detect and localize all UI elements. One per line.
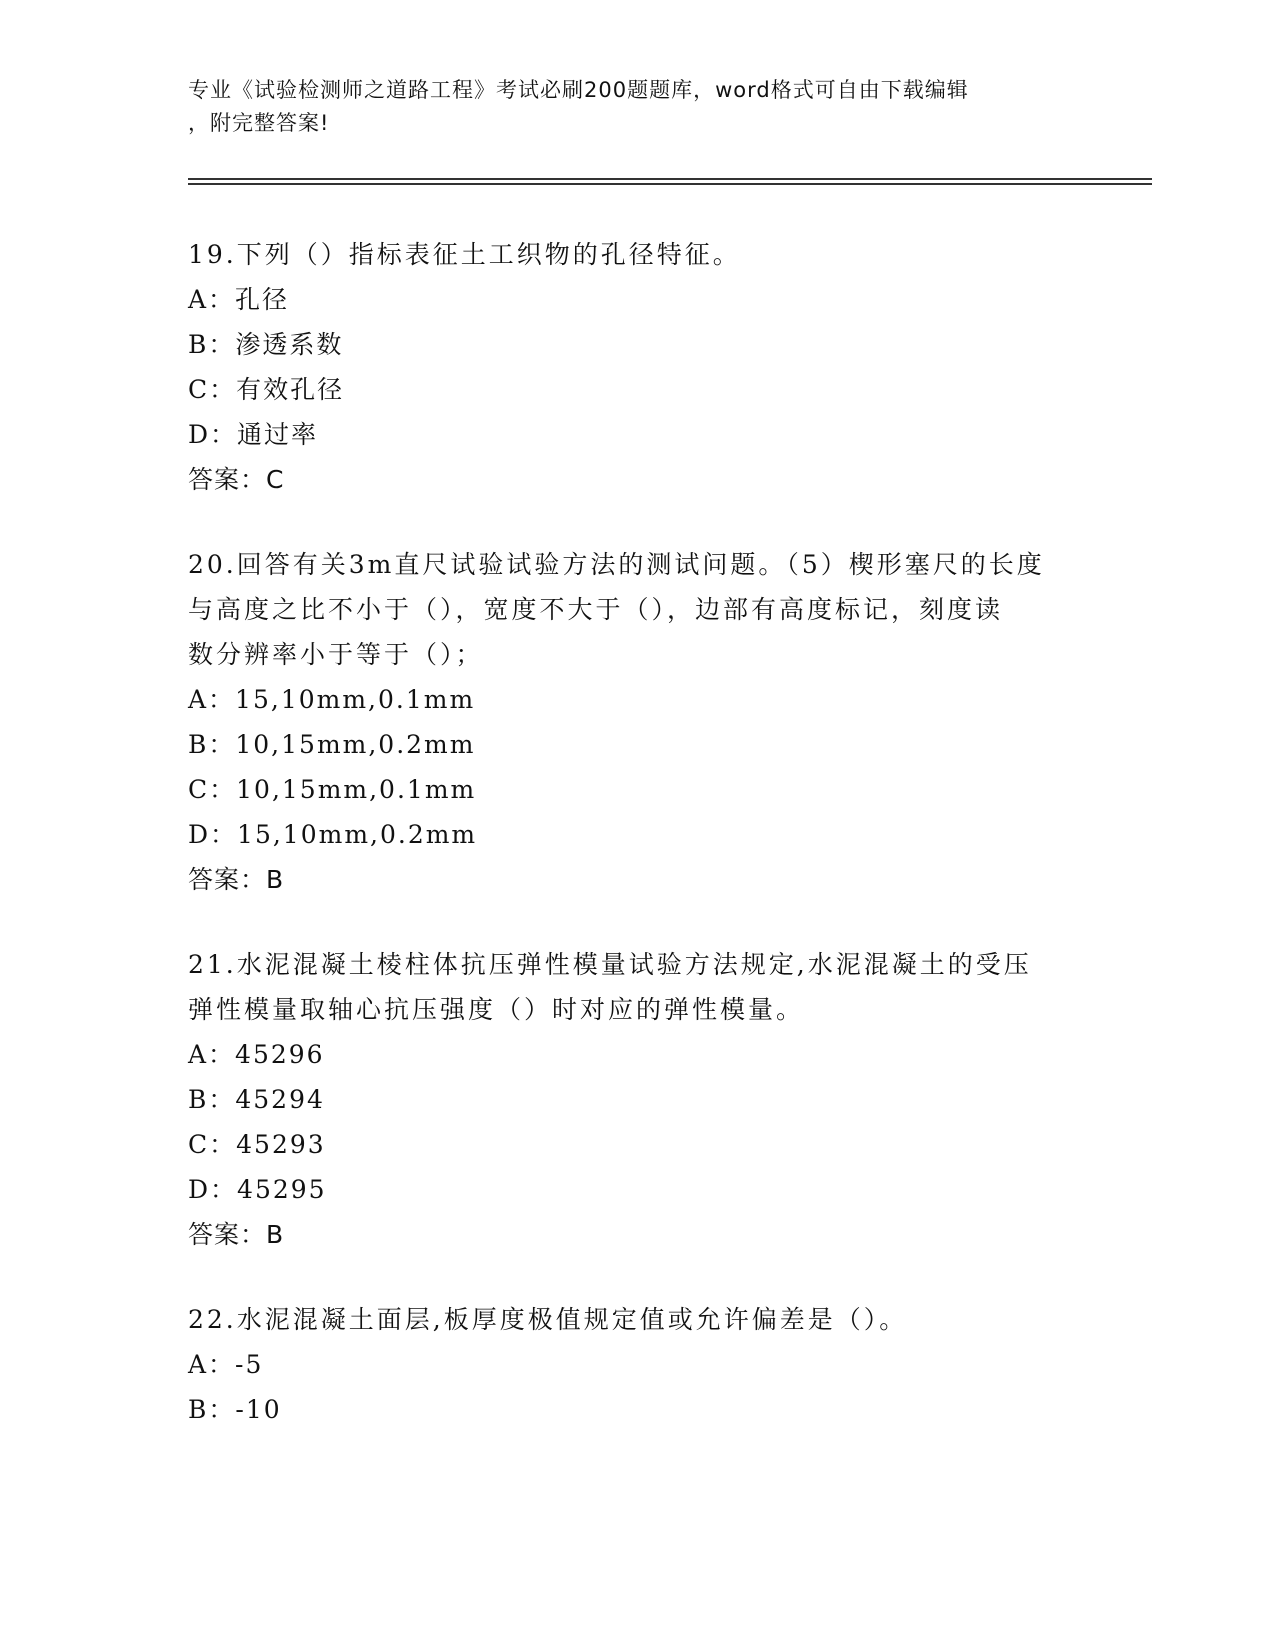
question-stem: 弹性模量取轴心抗压强度（）时对应的弹性模量。 xyxy=(188,995,805,1024)
option-b: B：10,15mm,0.2mm xyxy=(188,730,476,759)
option-a: A：-5 xyxy=(188,1350,264,1379)
header-line-1: 专业《试验检测师之道路工程》考试必刷200题题库，word格式可自由下载编辑 xyxy=(188,78,969,102)
answer: 答案：B xyxy=(188,1220,285,1249)
question-stem: 19.下列（）指标表征土工织物的孔径特征。 xyxy=(188,240,741,269)
option-d: D：15,10mm,0.2mm xyxy=(188,820,478,849)
question-stem: 21.水泥混凝土棱柱体抗压弹性模量试验方法规定,水泥混凝土的受压 xyxy=(188,950,1032,979)
option-a: A：45296 xyxy=(188,1040,325,1069)
option-b: B：45294 xyxy=(188,1085,325,1114)
option-a: A：15,10mm,0.1mm xyxy=(188,685,476,714)
option-a: A：孔径 xyxy=(188,285,290,314)
question-stem: 22.水泥混凝土面层,板厚度极值规定值或允许偏差是（）。 xyxy=(188,1305,908,1334)
document-header xyxy=(188,74,1068,140)
question-stem: 20.回答有关3m直尺试验试验方法的测试问题。（5）楔形塞尺的长度 xyxy=(188,550,1045,579)
question-22 xyxy=(188,1297,1088,1432)
question-20 xyxy=(188,542,1088,902)
option-d: D：通过率 xyxy=(188,420,319,449)
option-c: C：有效孔径 xyxy=(188,375,345,404)
option-d: D：45295 xyxy=(188,1175,327,1204)
option-c: C：10,15mm,0.1mm xyxy=(188,775,477,804)
option-b: B：-10 xyxy=(188,1395,282,1424)
question-stem: 数分辨率小于等于（）； xyxy=(188,640,484,669)
header-line-2: ，附完整答案! xyxy=(188,111,330,135)
header-divider-bottom xyxy=(188,183,1152,185)
question-list xyxy=(188,232,1088,1472)
header-divider-top xyxy=(188,178,1152,180)
question-19 xyxy=(188,232,1088,502)
option-b: B：渗透系数 xyxy=(188,330,344,359)
answer: 答案：C xyxy=(188,465,285,494)
option-c: C：45293 xyxy=(188,1130,326,1159)
question-stem: 与高度之比不小于（），宽度不大于（），边部有高度标记，刻度读 xyxy=(188,595,1004,624)
question-21 xyxy=(188,942,1088,1257)
answer: 答案：B xyxy=(188,865,285,894)
